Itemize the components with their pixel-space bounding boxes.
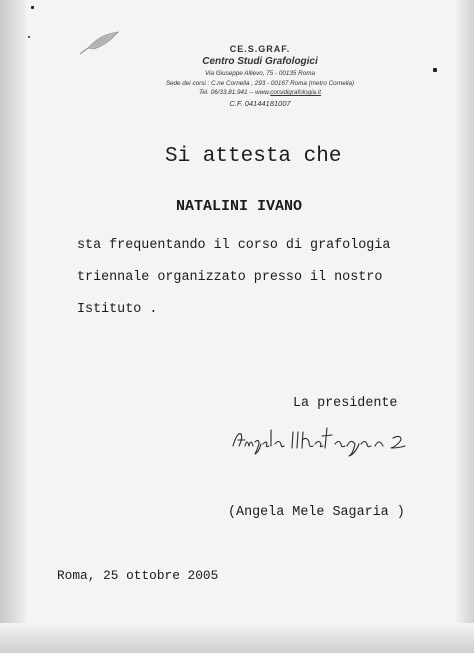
recipient-name: NATALINI IVANO — [176, 198, 303, 215]
body-line: Istituto . — [77, 302, 158, 317]
scan-speck — [28, 36, 30, 38]
scan-shadow-right — [456, 0, 474, 653]
letterhead-contact — [130, 88, 390, 98]
feather-logo-icon — [78, 30, 122, 56]
letterhead-phone: Tel. 06/33.81.941 -- www. — [199, 89, 271, 97]
letterhead-website: corsidigrafologia.it — [270, 89, 321, 97]
letterhead-courses: Sede dei corsi : C.ne Cornelia , 293 - 00167 Roma (metro Cornelia) — [165, 79, 355, 87]
place-date: Roma, 25 ottobre 2005 — [57, 568, 219, 583]
letterhead-address: Via Giuseppe Allievo, 75 - 00135 Roma — [205, 70, 315, 77]
certificate-heading: Si attesta che — [165, 145, 342, 168]
scan-shadow-left — [0, 0, 26, 653]
letterhead-name: Centro Studi Grafologici — [202, 56, 318, 67]
letterhead — [130, 44, 390, 108]
signatory-role: La presidente — [293, 396, 398, 411]
letterhead-acronym: CE.S.GRAF. — [229, 44, 291, 54]
scan-speck — [31, 6, 34, 9]
body-line: triennale organizzato presso il nostro — [77, 270, 383, 285]
signatory-name: (Angela Mele Sagaria ) — [228, 505, 405, 520]
handwritten-signature — [229, 424, 419, 458]
letterhead-tax-code: C.F. 04144181007 — [229, 98, 291, 108]
scan-speck — [433, 68, 437, 72]
body-line: sta frequentando il corso di grafologia — [77, 238, 391, 253]
scan-shadow-bottom — [0, 623, 474, 653]
